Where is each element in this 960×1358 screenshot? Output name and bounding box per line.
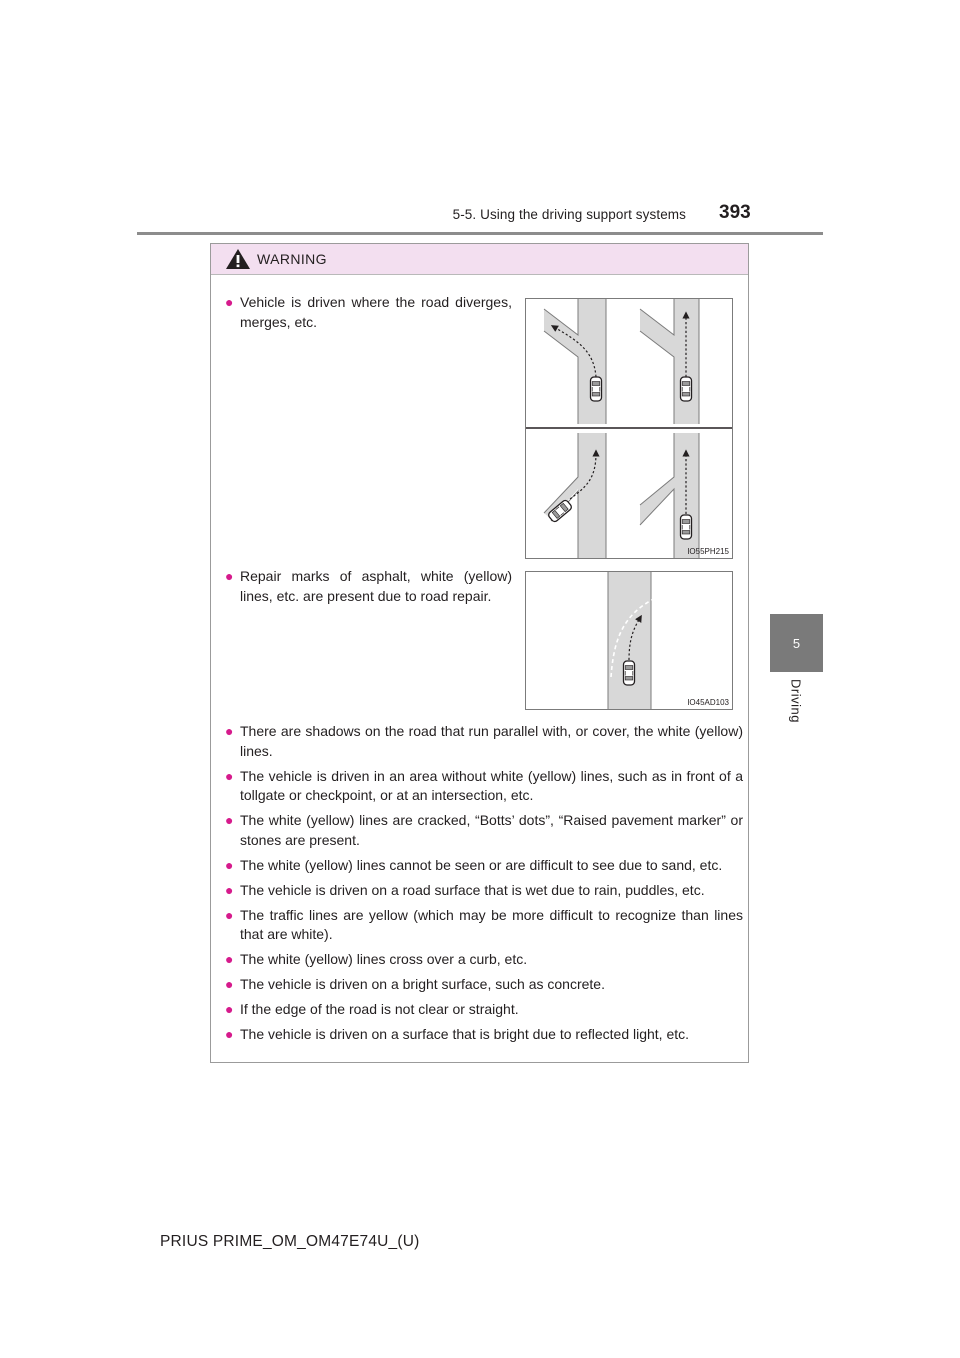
list-item-text: The white (yellow) lines are cracked, “Botts’ dots”, “Raised pavement marker” or stones are present.: [240, 812, 743, 848]
list-item: [225, 1000, 743, 1020]
list-item-text: The traffic lines are yellow (which may be more difficult to recognize than lines that are white).: [240, 906, 743, 942]
list-item-text: Vehicle is driven where the road diverges, merges, etc.: [240, 294, 512, 330]
warning-list: [225, 722, 743, 1050]
bullet-icon: ●: [225, 951, 234, 967]
bullet-icon: ●: [225, 1001, 234, 1017]
warning-title: WARNING: [257, 251, 327, 267]
chapter-label: Driving: [788, 679, 804, 723]
list-item: [225, 906, 743, 945]
list-item-text: The vehicle is driven on a road surface that is wet due to rain, puddles, etc.: [240, 881, 705, 898]
bullet-icon: ●: [225, 812, 234, 828]
list-item-text: The white (yellow) lines cannot be seen or are difficult to see due to sand, etc.: [240, 856, 723, 873]
road-repair-illustration: [526, 572, 732, 709]
document-code: PRIUS PRIME_OM_OM47E74U_(U): [160, 1233, 420, 1250]
list-item-text: The vehicle is driven on a surface that is bright due to reflected light, etc.: [240, 1026, 690, 1042]
bullet-icon: ●: [225, 1026, 234, 1042]
list-item-text: Repair marks of asphalt, white (yellow) lines, etc. are present due to road repair.: [240, 568, 512, 604]
figure-road-repair-marks: [525, 571, 733, 710]
list-item: [225, 567, 512, 606]
bullet-icon: ●: [225, 881, 234, 898]
bullet-icon: ●: [225, 767, 234, 784]
figure-code: IO55PH215: [687, 547, 729, 556]
list-item-text: The vehicle is driven in an area without white (yellow) lines, such as in front of a tollgate or checkpoint, or at an intersection, etc.: [240, 767, 743, 803]
chapter-number: 5: [792, 635, 801, 651]
section-title: 5-5. Using the driving support systems: [452, 207, 686, 222]
figure-road-diverge-merge: [525, 298, 733, 559]
list-item: [225, 881, 743, 901]
header-divider: [137, 232, 823, 235]
warning-box: [210, 243, 749, 1063]
list-item: [225, 1025, 743, 1045]
list-item: [225, 811, 743, 850]
bullet-icon: ●: [225, 294, 234, 310]
list-item: [225, 856, 743, 876]
list-item-text: The vehicle is driven on a bright surface, such as concrete.: [240, 976, 605, 992]
bullet-icon: ●: [225, 906, 234, 923]
list-item-text: The white (yellow) lines cross over a curb, etc.: [240, 951, 528, 967]
page-number: 393: [719, 202, 751, 223]
warning-header: [211, 244, 748, 275]
bullet-icon: ●: [225, 568, 234, 584]
list-item: [225, 293, 512, 332]
bullet-icon: ●: [225, 976, 234, 992]
list-item-text: If the edge of the road is not clear or straight.: [240, 1001, 519, 1017]
warning-triangle-icon: [225, 248, 251, 270]
list-item: [225, 975, 743, 995]
chapter-tab: [770, 614, 823, 672]
bullet-icon: ●: [225, 723, 234, 739]
list-item-text: There are shadows on the road that run parallel with, or cover, the white (yellow) lines.: [240, 723, 743, 759]
list-item: [225, 722, 743, 761]
road-diverge-merge-illustration: [526, 299, 732, 558]
list-item: [225, 950, 743, 970]
figure-code: IO45AD103: [687, 698, 729, 707]
bullet-icon: ●: [225, 856, 234, 873]
list-item: [225, 767, 743, 806]
